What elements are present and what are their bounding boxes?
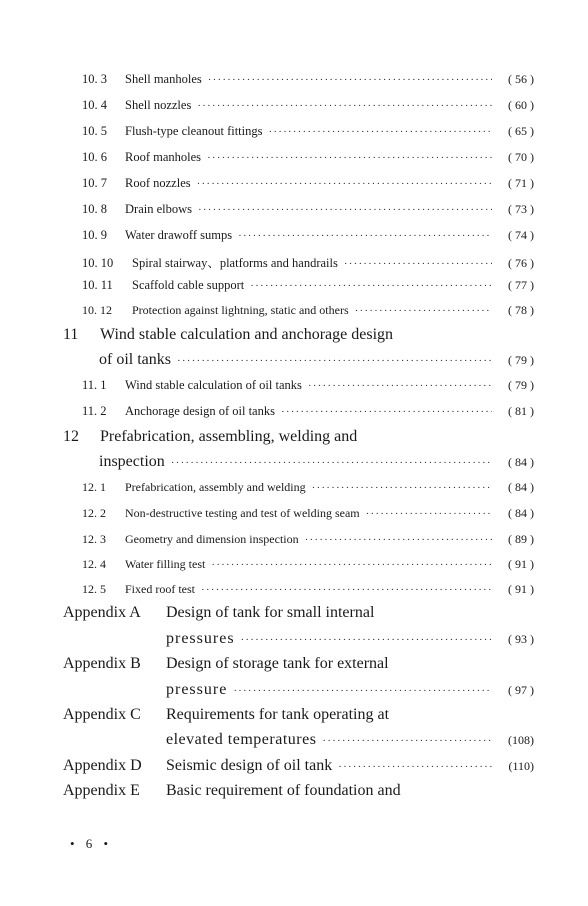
entry-page: ( 91 ) (508, 557, 534, 571)
entry-page: ( 77 ) (508, 278, 534, 292)
leader-dots (338, 761, 492, 773)
entry-title: Non-destructive testing and test of welding seam (125, 506, 360, 520)
entry-number: 10. 7 (82, 176, 107, 190)
toc-entry-12-5[interactable] (82, 582, 534, 597)
leader-dots (233, 685, 492, 697)
entry-title: Water drawoff sumps (125, 228, 233, 242)
entry-page: ( 78 ) (508, 303, 534, 317)
leader-dots (197, 100, 492, 112)
leader-dots (322, 735, 492, 747)
toc-appendix-e[interactable] (63, 782, 534, 800)
entry-page: ( 76 ) (508, 256, 534, 270)
appendix-page: ( 97 ) (508, 683, 534, 697)
toc-entry-10-3[interactable] (82, 72, 534, 87)
entry-page: ( 84 ) (508, 480, 534, 494)
chapter-title: Prefabrication, assembling, welding and (100, 428, 358, 445)
appendix-label: Appendix B (63, 655, 141, 672)
entry-number: 10. 9 (82, 228, 107, 242)
entry-page: ( 70 ) (508, 150, 534, 164)
toc-appendix-b[interactable] (63, 655, 534, 673)
toc-entry-10-4[interactable] (82, 98, 534, 113)
entry-title: Shell nozzles (125, 98, 192, 112)
entry-number: 10. 10 (82, 256, 114, 270)
appendix-title-cont: elevated temperatures (166, 731, 317, 748)
toc-appendix-a-cont[interactable] (166, 630, 534, 648)
entry-title: Geometry and dimension inspection (125, 532, 299, 546)
toc-appendix-c[interactable] (63, 706, 534, 724)
appendix-title: Basic requirement of foundation and (166, 782, 401, 799)
toc-appendix-d[interactable] (63, 757, 534, 775)
toc-entry-10-10[interactable] (82, 253, 534, 271)
toc-entry-10-9[interactable] (82, 228, 534, 243)
toc-appendix-c-cont[interactable] (166, 731, 534, 749)
toc-chapter-12[interactable] (63, 428, 534, 446)
toc-entry-10-12[interactable] (82, 303, 534, 318)
appendix-title: Design of storage tank for external (166, 655, 389, 672)
entry-number: 10. 5 (82, 124, 107, 138)
entry-title: Roof manholes (125, 150, 202, 164)
toc-entry-11-1[interactable] (82, 378, 534, 393)
entry-title: Water filling test (125, 557, 206, 571)
entry-title: Scaffold cable support (132, 278, 245, 292)
appendix-title: Design of tank for small internal (166, 604, 375, 621)
leader-dots (305, 534, 492, 546)
entry-title: Spiral stairway、platforms and handrails (132, 256, 338, 270)
entry-page: ( 91 ) (508, 582, 534, 596)
entry-page: ( 65 ) (508, 124, 534, 138)
leader-dots (366, 508, 492, 520)
entry-page: ( 73 ) (508, 202, 534, 216)
toc-appendix-a[interactable] (63, 604, 534, 622)
entry-number: 11. 1 (82, 378, 107, 392)
toc-entry-10-8[interactable] (82, 202, 534, 217)
entry-page: ( 89 ) (508, 532, 534, 546)
entry-number: 10. 3 (82, 72, 107, 86)
toc-entry-10-5[interactable] (82, 124, 534, 139)
appendix-title: Seismic design of oil tank (166, 757, 333, 774)
leader-dots (171, 457, 492, 469)
leader-dots (177, 355, 492, 367)
toc-entry-12-4[interactable] (82, 557, 534, 572)
appendix-title: Requirements for tank operating at (166, 706, 390, 723)
leader-dots (268, 126, 492, 138)
entry-number: 12. 2 (82, 506, 106, 520)
entry-title: Shell manholes (125, 72, 202, 86)
entry-number: 12. 5 (82, 582, 106, 596)
entry-title: Fixed roof test (125, 582, 195, 596)
chapter-title: Wind stable calculation and anchorage design (100, 326, 394, 343)
entry-page: ( 74 ) (508, 228, 534, 242)
chapter-page: ( 79 ) (508, 353, 534, 367)
chapter-title-cont: inspection (99, 453, 165, 470)
toc-entry-12-2[interactable] (82, 506, 534, 521)
entry-number: 11. 2 (82, 404, 107, 418)
entry-number: 12. 1 (82, 480, 106, 494)
chapter-number: 11 (63, 326, 79, 343)
toc-entry-12-3[interactable] (82, 532, 534, 547)
appendix-label: Appendix A (63, 604, 141, 621)
entry-title: Wind stable calculation of oil tanks (125, 378, 302, 392)
toc-chapter-11[interactable] (63, 326, 534, 344)
entry-number: 10. 6 (82, 150, 107, 164)
toc-entry-10-6[interactable] (82, 150, 534, 165)
entry-number: 12. 4 (82, 557, 106, 571)
leader-dots (208, 74, 492, 86)
leader-dots (198, 204, 492, 216)
leader-dots (207, 152, 492, 164)
entry-page: ( 71 ) (508, 176, 534, 190)
entry-number: 12. 3 (82, 532, 106, 546)
leader-dots (308, 380, 492, 392)
entry-page: ( 81 ) (508, 404, 534, 418)
toc-entry-10-11[interactable] (82, 278, 534, 293)
toc-entry-12-1[interactable] (82, 480, 534, 495)
entry-page: ( 84 ) (508, 506, 534, 520)
entry-title: Roof nozzles (125, 176, 191, 190)
toc-entry-10-7[interactable] (82, 176, 534, 191)
leader-dots (344, 258, 492, 270)
leader-dots (201, 584, 492, 596)
appendix-page: (108) (508, 733, 534, 747)
entry-number: 10. 8 (82, 202, 107, 216)
entry-page: ( 60 ) (508, 98, 534, 112)
leader-dots (281, 406, 492, 418)
entry-title: Drain elbows (125, 202, 192, 216)
toc-chapter-12-cont[interactable] (99, 453, 534, 471)
page-number: • 6 • (70, 836, 113, 851)
entry-number: 10. 12 (82, 303, 112, 317)
appendix-title-cont: pressures (166, 630, 235, 647)
toc-chapter-11-cont[interactable] (99, 351, 534, 369)
entry-title: Protection against lightning, static and others (132, 303, 349, 317)
appendix-page: ( 93 ) (508, 632, 534, 646)
appendix-label: Appendix C (63, 706, 141, 723)
leader-dots (211, 559, 492, 571)
leader-dots (238, 230, 492, 242)
entry-title: Flush-type cleanout fittings (125, 124, 263, 138)
leader-dots (197, 178, 492, 190)
leader-dots (250, 280, 492, 292)
appendix-label: Appendix D (63, 757, 142, 774)
chapter-title-cont: of oil tanks (99, 351, 171, 368)
entry-number: 10. 4 (82, 98, 107, 112)
entry-page: ( 79 ) (508, 378, 534, 392)
entry-page: ( 56 ) (508, 72, 534, 86)
appendix-title-cont: pressure (166, 681, 228, 698)
toc-appendix-b-cont[interactable] (166, 681, 534, 699)
chapter-number: 12 (63, 428, 79, 445)
toc-entry-11-2[interactable] (82, 404, 534, 419)
entry-title: Anchorage design of oil tanks (125, 404, 275, 418)
leader-dots (312, 482, 492, 494)
leader-dots (241, 634, 492, 646)
entry-title: Prefabrication, assembly and welding (125, 480, 306, 494)
chapter-page: ( 84 ) (508, 455, 534, 469)
appendix-page: (110) (508, 759, 534, 773)
leader-dots (355, 305, 492, 317)
entry-number: 10. 11 (82, 278, 113, 292)
appendix-label: Appendix E (63, 782, 140, 799)
